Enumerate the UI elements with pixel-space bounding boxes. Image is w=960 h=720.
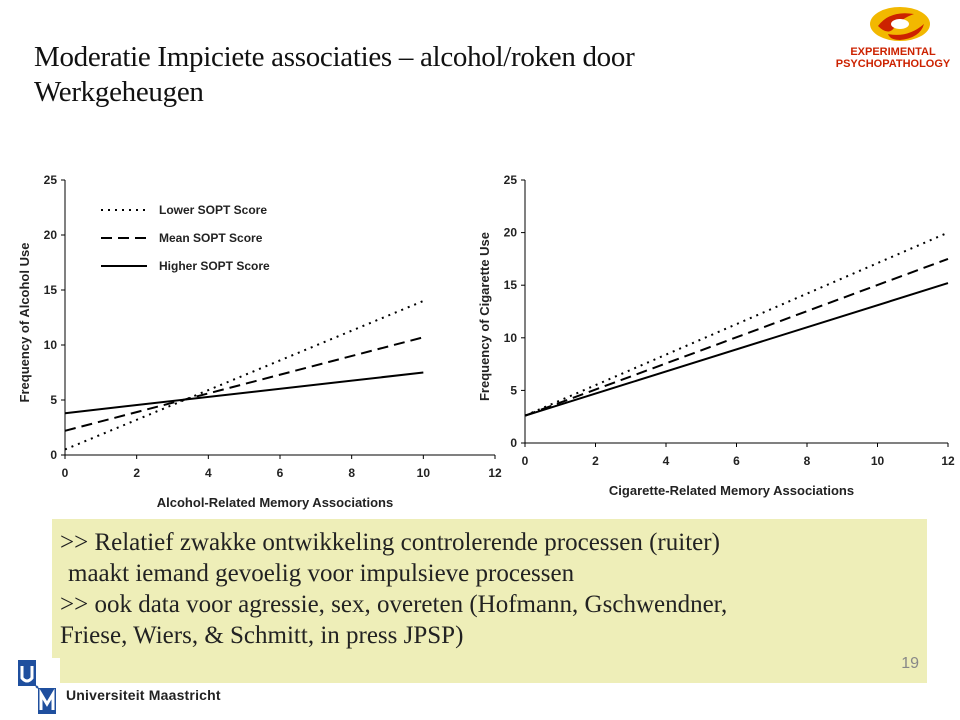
y-tick-label: 0: [510, 436, 517, 450]
x-tick-label: 4: [662, 454, 670, 468]
chart-alcohol: [17, 173, 502, 510]
charts-area: [0, 170, 960, 520]
experimental-psychopathology-logo: [828, 4, 958, 70]
slide-title: Moderatie Impiciete associaties – alcohol/roken door Werkgeheugen: [34, 41, 635, 108]
x-tick-label: 0: [521, 454, 529, 468]
chart-cigarette: [477, 173, 955, 498]
x-tick-label: 10: [416, 466, 431, 480]
series-line-dashed: [525, 259, 948, 416]
x-axis-label: Alcohol-Related Memory Associations: [156, 495, 394, 510]
legend-label: Mean SOPT Score: [159, 231, 263, 245]
x-tick-label: 0: [61, 466, 69, 480]
brand-swirl-icon: [828, 4, 958, 46]
y-tick-label: 25: [43, 173, 57, 187]
note-line-1: >> Relatief zwakke ontwikkeling controlerende processen (ruiter): [60, 529, 720, 556]
x-tick-label: 2: [133, 466, 141, 480]
series-line-dotted: [525, 233, 948, 416]
slide-number: 19: [901, 655, 919, 672]
y-tick-label: 5: [510, 383, 517, 398]
series-line-solid: [525, 283, 948, 416]
conclusion-note: [52, 519, 927, 683]
x-axis-label: Cigarette-Related Memory Associations: [608, 483, 855, 498]
y-tick-label: 20: [43, 228, 57, 242]
x-tick-label: 8: [803, 454, 811, 468]
y-tick-label: 10: [503, 330, 517, 345]
y-tick-label: 5: [50, 393, 57, 407]
y-tick-label: 20: [503, 225, 517, 240]
x-tick-label: 12: [488, 466, 502, 480]
y-axis-label: Frequency of Cigarette Use: [477, 231, 492, 402]
x-tick-label: 2: [592, 454, 599, 468]
x-tick-label: 8: [348, 466, 356, 480]
y-tick-label: 15: [503, 278, 517, 293]
y-tick-label: 10: [43, 338, 57, 352]
x-tick-label: 12: [941, 454, 955, 468]
y-tick-label: 0: [50, 448, 57, 462]
x-tick-label: 6: [733, 454, 740, 468]
note-line-2: maakt iemand gevoelig voor impulsieve processen: [68, 560, 575, 587]
university-name: Universiteit Maastricht: [66, 687, 221, 703]
note-line-3: >> ook data voor agressie, sex, overeten (Hofmann, Gschwendner,: [60, 591, 728, 618]
y-tick-label: 15: [43, 283, 57, 297]
series-line-dashed: [65, 337, 423, 431]
x-tick-label: 10: [870, 454, 885, 468]
y-axis-label: Frequency of Alcohol Use: [17, 242, 32, 403]
series-line-solid: [65, 373, 423, 414]
legend-label: Lower SOPT Score: [159, 203, 268, 217]
series-line-dotted: [65, 301, 423, 450]
x-tick-label: 6: [276, 466, 284, 480]
x-tick-label: 4: [204, 466, 212, 480]
note-line-4: Friese, Wiers, & Schmitt, in press JPSP): [60, 622, 464, 649]
brand-line-1: EXPERIMENTAL: [850, 46, 936, 58]
university-logo-icon: [16, 658, 60, 716]
legend-label: Higher SOPT Score: [159, 259, 270, 273]
y-tick-label: 25: [503, 173, 517, 187]
brand-line-2: PSYCHOPATHOLOGY: [835, 58, 951, 70]
